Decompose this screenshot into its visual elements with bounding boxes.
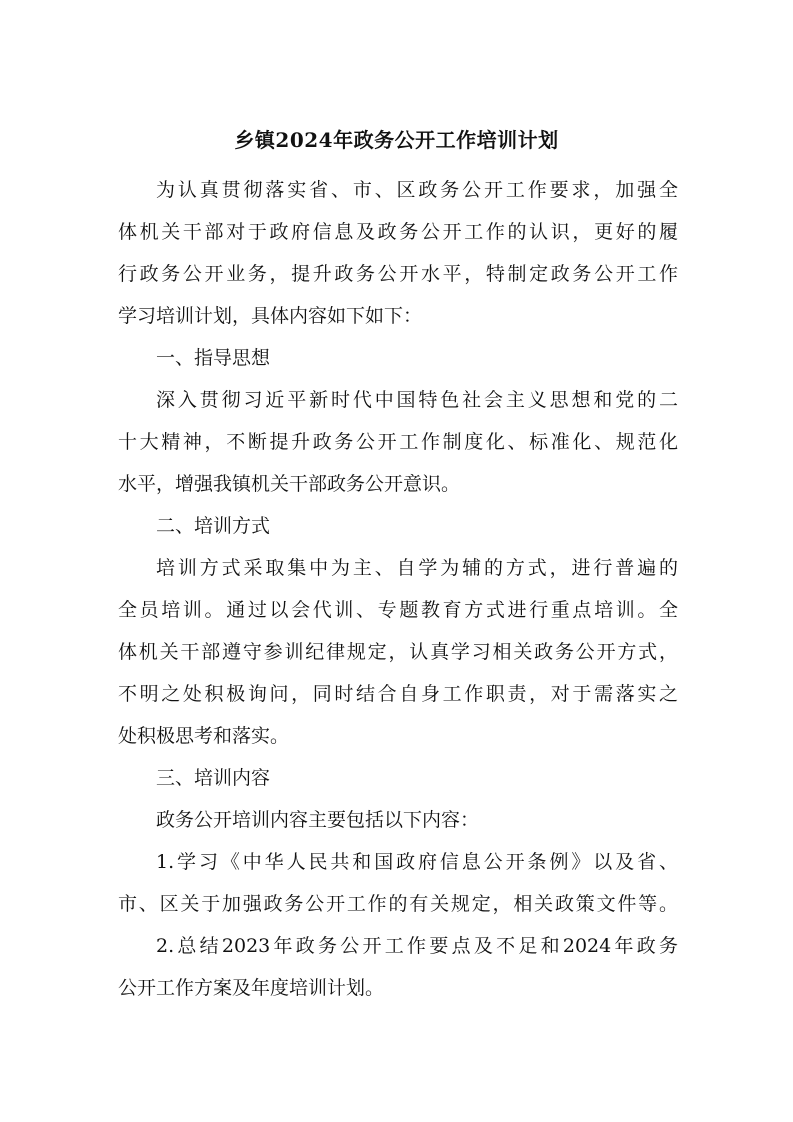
paragraph-line: 深入贯彻习近平新时代中国特色社会主义思想和党的二 [156,389,678,411]
paragraph-line: 行政务公开业务，提升政务公开水平，特制定政务公开工作 [118,263,678,285]
paragraph-line: 不明之处积极询问，同时结合自身工作职责，对于需落实之 [118,683,678,705]
list-item-line: 公开工作方案及年度培训计划。 [118,977,385,999]
paragraph-line: 体机关干部对于政府信息及政务公开工作的认识，更好的履 [118,221,678,243]
section-heading: 一、指导思想 [156,347,271,369]
list-item-line: 市、区关于加强政务公开工作的有关规定，相关政策文件等。 [118,893,678,915]
paragraph-line: 培训方式采取集中为主、自学为辅的方式，进行普遍的 [156,557,678,579]
section-heading: 三、培训内容 [156,767,271,789]
paragraph-line: 为认真贯彻落实省、市、区政务公开工作要求，加强全 [156,179,678,201]
list-item-line: 2.总结2023年政务公开工作要点及不足和2024年政务 [156,935,678,957]
section-heading: 二、培训方式 [156,515,271,537]
paragraph-line: 十大精神，不断提升政务公开工作制度化、标准化、规范化 [118,431,678,453]
paragraph-line: 全员培训。通过以会代训、专题教育方式进行重点培训。全 [118,599,678,621]
paragraph-line: 学习培训计划，具体内容如下如下： [118,305,423,327]
paragraph-line: 处积极思考和落实。 [118,725,290,747]
paragraph-line: 体机关干部遵守参训纪律规定，认真学习相关政务公开方式， [118,641,678,663]
paragraph-line: 政务公开培训内容主要包括以下内容： [156,809,480,831]
document-title: 乡镇2024年政务公开工作培训计划 [234,128,559,152]
paragraph-line: 水平，增强我镇机关干部政务公开意识。 [118,473,461,495]
list-item-line: 1.学习《中华人民共和国政府信息公开条例》以及省、 [156,851,678,873]
